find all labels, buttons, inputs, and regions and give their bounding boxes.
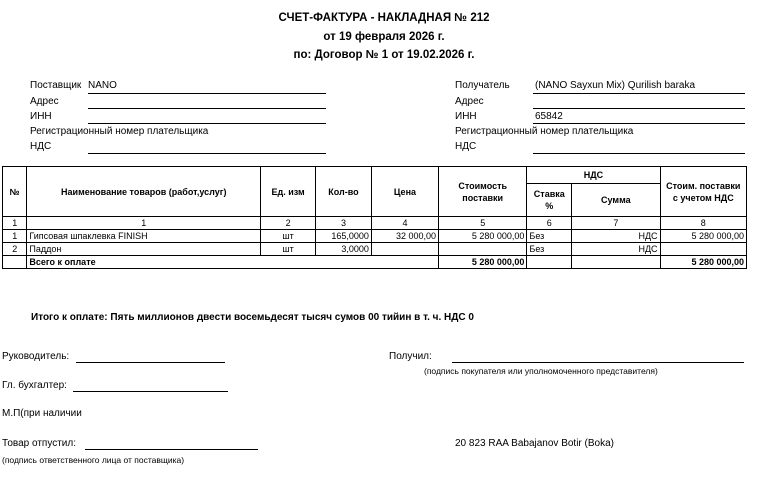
- row-num: 2: [3, 243, 27, 256]
- row-price: [371, 243, 438, 256]
- total-row: [3, 256, 747, 269]
- header-num: №: [3, 167, 27, 217]
- recipient-inn-line: [533, 123, 745, 124]
- col-number: 6: [527, 217, 572, 230]
- col-number: 2: [261, 217, 316, 230]
- supplier-inn-line: [88, 123, 326, 124]
- table-row: [3, 243, 747, 256]
- received-caption: (подпись покупателя или уполномоченного представителя): [424, 366, 658, 376]
- row-vat-rate: Без: [527, 243, 572, 256]
- total-label: Всего к оплате: [27, 256, 439, 269]
- col-number: 4: [371, 217, 438, 230]
- header-vat-sum: Сумма: [572, 184, 660, 217]
- director-signature-line: [76, 362, 225, 363]
- driver-info: 20 823 RAA Babajanov Botir (Boka): [455, 438, 614, 449]
- supplier-address-line: [88, 108, 326, 109]
- recipient-address-line: [533, 108, 745, 109]
- total-cost: 5 280 000,00: [438, 256, 526, 269]
- row-price: 32 000,00: [371, 230, 438, 243]
- supplier-reg-label: Регистрационный номер плательщика: [30, 126, 209, 137]
- row-cost: [438, 243, 526, 256]
- released-label: Товар отпустил:: [2, 438, 76, 449]
- recipient-vat-line: [533, 153, 745, 154]
- recipient-address-label: Адрес: [455, 96, 484, 107]
- header-cost: Стоимость поставки: [438, 167, 526, 217]
- row-qty: 3,0000: [316, 243, 372, 256]
- col-number: 8: [660, 217, 746, 230]
- received-label: Получил:: [389, 351, 432, 362]
- supplier-inn-label: ИНН: [30, 111, 52, 122]
- document-title: СЧЕТ-ФАКТУРА - НАКЛАДНАЯ № 212: [278, 12, 490, 24]
- header-vat-group: НДС: [527, 167, 660, 184]
- header-unit: Ед. изм: [261, 167, 316, 217]
- row-vat-rate: Без: [527, 230, 572, 243]
- recipient-underline: [533, 93, 745, 94]
- document-date: от 19 февраля 2026 г.: [323, 31, 445, 43]
- released-caption: (подпись ответственного лица от поставщика): [2, 455, 185, 465]
- col-number: 1: [27, 217, 261, 230]
- recipient-value: (NANO Sayxun Mix) Qurilish baraka: [535, 80, 696, 91]
- supplier-vat-line: [88, 153, 326, 154]
- supplier-label: Поставщик: [30, 80, 82, 91]
- row-qty: 165,0000: [316, 230, 372, 243]
- row-vat-sum: НДС: [572, 243, 660, 256]
- row-cost: 5 280 000,00: [438, 230, 526, 243]
- col-number: 1: [3, 217, 27, 230]
- column-numbers-row: [3, 217, 747, 230]
- col-number: 7: [572, 217, 660, 230]
- document-contract: по: Договор № 1 от 19.02.2026 г.: [293, 49, 475, 61]
- accountant-label: Гл. бухгалтер:: [2, 380, 67, 391]
- supplier-vat-label: НДС: [30, 141, 52, 152]
- supplier-address-label: Адрес: [30, 96, 59, 107]
- released-signature-line: [85, 449, 258, 450]
- header-price: Цена: [371, 167, 438, 217]
- received-signature-line: [452, 362, 744, 363]
- col-number: 3: [316, 217, 372, 230]
- amount-in-words: Итого к оплате: Пять миллионов двести восемьдесят тысяч сумов 00 тийин в т. ч. НДС 0: [31, 312, 474, 323]
- col-number: 5: [438, 217, 526, 230]
- row-vat-sum: НДС: [572, 230, 660, 243]
- accountant-signature-line: [73, 391, 228, 392]
- stamp-label: М.П(при наличии: [2, 408, 82, 419]
- recipient-vat-label: НДС: [455, 141, 477, 152]
- row-unit: шт: [261, 243, 316, 256]
- recipient-label: Получатель: [455, 80, 510, 91]
- recipient-inn-value: 65842: [535, 111, 563, 122]
- invoice-table: [2, 166, 747, 269]
- header-total-with-vat: Стоим. поставки с учетом НДС: [660, 167, 746, 217]
- row-total: 5 280 000,00: [660, 230, 746, 243]
- header-vat-rate: Ставка %: [527, 184, 572, 217]
- header-name: Наименование товаров (работ,услуг): [27, 167, 261, 217]
- header-qty: Кол-во: [316, 167, 372, 217]
- supplier-value: NANO: [88, 80, 117, 91]
- supplier-underline: [88, 93, 326, 94]
- row-name: Гипсовая шпаклевка FINISH: [27, 230, 261, 243]
- row-num: 1: [3, 230, 27, 243]
- table-row: [3, 230, 747, 243]
- total-with-vat: 5 280 000,00: [660, 256, 746, 269]
- director-label: Руководитель:: [2, 351, 70, 362]
- recipient-reg-label: Регистрационный номер плательщика: [455, 126, 634, 137]
- recipient-inn-label: ИНН: [455, 111, 477, 122]
- row-unit: шт: [261, 230, 316, 243]
- row-name: Паддон: [27, 243, 261, 256]
- row-total: [660, 243, 746, 256]
